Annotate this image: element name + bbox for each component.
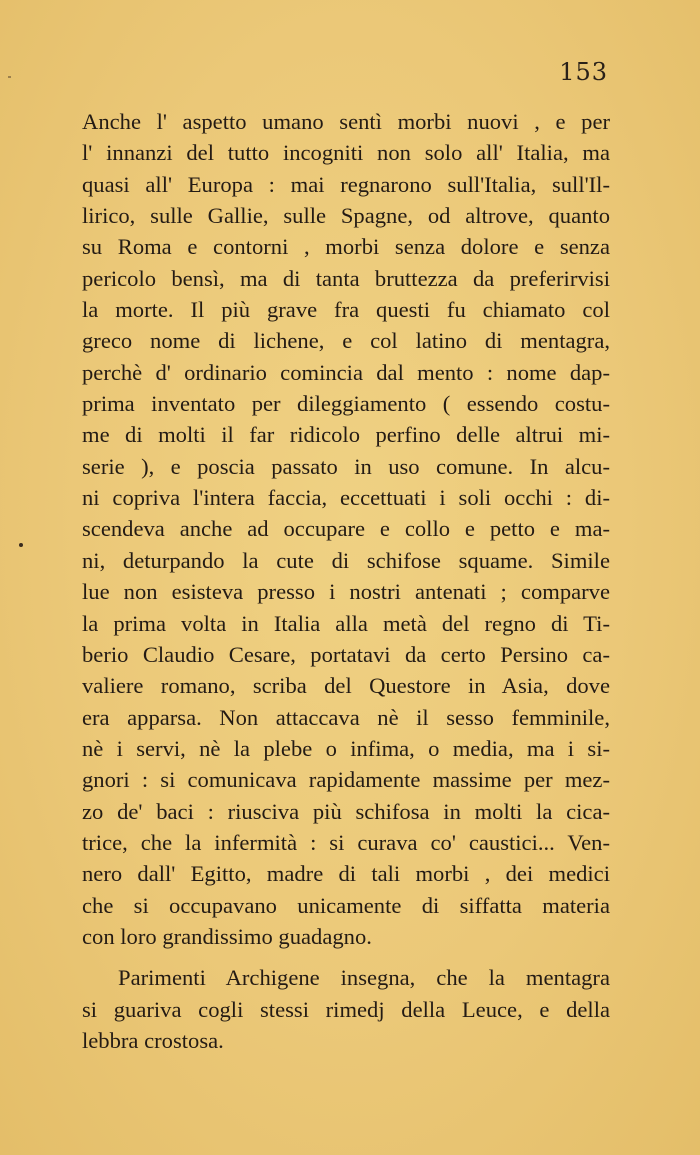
text-line: ni, deturpando la cute di schifose squame. Simile [82, 547, 610, 573]
text-line: nè i servi, nè la plebe o infima, o media, ma i si- [82, 735, 610, 761]
text-line: ni copriva l'intera faccia, eccettuati i soli occhi : di- [82, 485, 610, 511]
text-line: Anche l' aspetto umano sentì morbi nuovi , e per [82, 109, 610, 134]
text-line: era apparsa. Non attaccava nè il sesso femminile, [82, 704, 610, 730]
text-line: prima inventato per dileggiamento ( essendo costu- [82, 391, 610, 417]
text-line: berio Claudio Cesare, portatavi da certo Persino ca- [82, 641, 610, 667]
text-line: Parimenti Archigene insegna, che la mentagra [118, 965, 610, 991]
text-line: la prima volta in Italia alla metà del regno di Ti- [82, 610, 610, 636]
text-line: lue non esisteva presso i nostri antenati ; comparve [82, 579, 610, 605]
text-line: lirico, sulle Gallie, sulle Spagne, od altrove, quanto [82, 203, 610, 229]
text-line: quasi all' Europa : mai regnarono sull'Italia, sull'Il- [82, 171, 610, 197]
text-line: che si occupavano unicamente di siffatta materia [82, 892, 610, 918]
text-line: serie ), e poscia passato in uso comune. In alcu- [82, 453, 610, 479]
text-line: la morte. Il più grave fra questi fu chiamato col [82, 297, 610, 323]
text-line: su Roma e contorni , morbi senza dolore e senza [82, 234, 610, 260]
text-line: pericolo bensì, ma di tanta bruttezza da preferirvisi [82, 265, 610, 291]
text-line: scendeva anche ad occupare e collo e petto e ma- [82, 516, 610, 542]
ink-speck [19, 543, 23, 547]
text-line: lebbra crostosa. [82, 1027, 224, 1053]
text-line: l' innanzi del tutto incogniti non solo all' Italia, ma [82, 140, 610, 166]
text-line: greco nome di lichene, e col latino di mentagra, [82, 328, 610, 354]
text-line: me di molti il far ridicolo perfino delle altrui mi- [82, 422, 610, 448]
paper-mark [8, 76, 11, 78]
body-text [82, 106, 610, 1056]
text-line: valiere romano, scriba del Questore in Asia, dove [82, 673, 610, 699]
text-line: perchè d' ordinario comincia dal mento : nome dap- [82, 359, 610, 385]
text-line: nero dall' Egitto, madre di tali morbi , dei medici [82, 861, 610, 887]
paragraph [82, 962, 610, 1056]
text-line: gnori : si comunicava rapidamente massime per mez- [82, 767, 610, 793]
paragraph [82, 106, 610, 952]
text-line: con loro grandissimo guadagno. [82, 923, 372, 949]
text-line: zo de' baci : riusciva più schifosa in molti la cica- [82, 798, 610, 824]
page-number: 153 [559, 58, 608, 86]
text-line: trice, che la infermità : si curava co' caustici... Ven- [82, 829, 610, 855]
text-line: si guariva cogli stessi rimedj della Leuce, e della [82, 996, 610, 1022]
